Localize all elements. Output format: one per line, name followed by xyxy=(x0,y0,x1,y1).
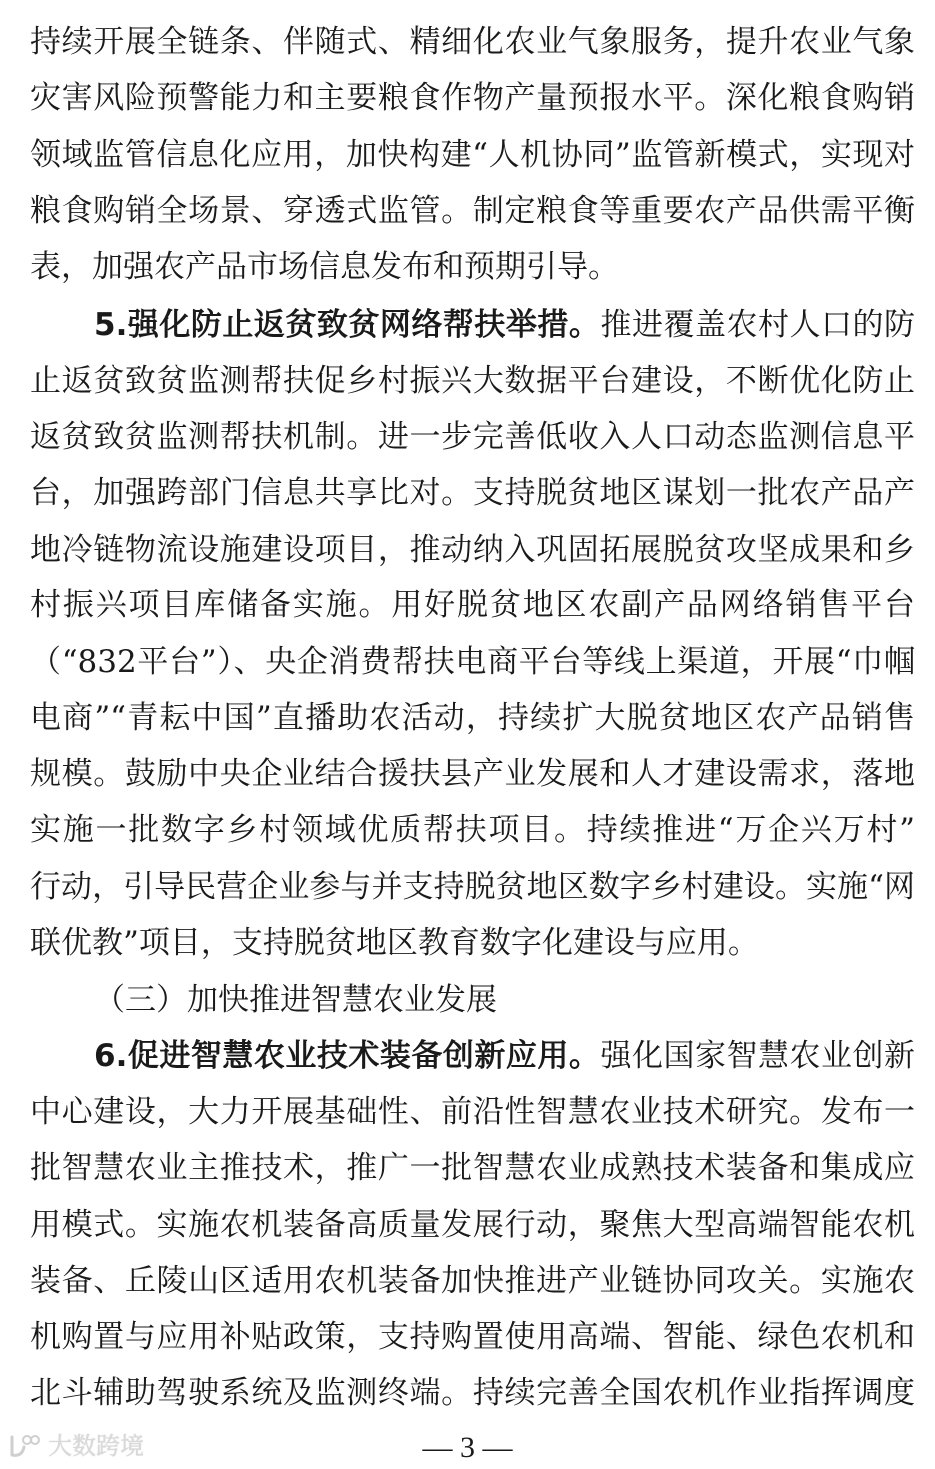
paragraph-line: 实施一批数字乡村领域优质帮扶项目。持续推进“万企兴万村” xyxy=(30,812,915,848)
section-6-first-line xyxy=(94,1028,915,1084)
paragraph-line: 灾害风险预警能力和主要粮食作物产量预报水平。深化粮食购销 xyxy=(30,80,915,116)
paragraph-line: 行动，引导民营企业参与并支持脱贫地区数字乡村建设。实施“网 xyxy=(30,869,915,905)
paragraph-line: 台，加强跨部门信息共享比对。支持脱贫地区谋划一批农产品产 xyxy=(30,475,915,511)
paragraph-line: 北斗辅助驾驶系统及监测终端。持续完善全国农机作业指挥调度 xyxy=(30,1375,915,1411)
section-6-heading: 6.促进智慧农业技术装备创新应用。 xyxy=(94,1038,601,1074)
paragraph-line: 规模。鼓励中央企业结合援扶县产业发展和人才建设需求，落地 xyxy=(30,756,915,792)
paragraph-line: 电商”“青耘中国”直播助农活动，持续扩大脱贫地区农产品销售 xyxy=(30,700,915,736)
paragraph-line: 装备、丘陵山区适用农机装备加快推进产业链协同攻关。实施农 xyxy=(30,1263,915,1299)
paragraph-line: 返贫致贫监测帮扶机制。进一步完善低收入人口动态监测信息平 xyxy=(30,419,915,455)
watermark-text: 大数跨境 xyxy=(48,1432,144,1460)
paragraph-line: 止返贫致贫监测帮扶促乡村振兴大数据平台建设，不断优化防止 xyxy=(30,363,915,399)
paragraph-line: 粮食购销全场景、穿透式监管。制定粮食等重要农产品供需平衡 xyxy=(30,193,915,229)
subsection-3-heading: （三）加快推进智慧农业发展 xyxy=(94,982,497,1018)
section-5-first-line xyxy=(94,297,915,353)
paragraph-line: 领域监管信息化应用，加快构建“人机协同”监管新模式，实现对 xyxy=(30,137,915,173)
paragraph-line: 地冷链物流设施建设项目，推动纳入巩固拓展脱贫攻坚成果和乡 xyxy=(30,532,915,568)
paragraph-line: 表，加强农产品市场信息发布和预期引导。 xyxy=(30,249,619,285)
paragraph-line: 村振兴项目库储备实施。用好脱贫地区农副产品网络销售平台 xyxy=(30,587,915,623)
section-6-text: 强化国家智慧农业创新 xyxy=(600,1038,915,1074)
section-5-heading: 5.强化防止返贫致贫网络帮扶举措。 xyxy=(94,307,601,343)
paragraph-line: 联优教”项目，支持脱贫地区教育数字化建设与应用。 xyxy=(30,925,759,961)
paragraph-line: 持续开展全链条、伴随式、精细化农业气象服务，提升农业气象 xyxy=(30,24,915,60)
paragraph-line: 用模式。实施农机装备高质量发展行动，聚焦大型高端智能农机 xyxy=(30,1207,915,1243)
paragraph-line: 批智慧农业主推技术，推广一批智慧农业成熟技术装备和集成应 xyxy=(30,1150,915,1186)
paragraph-line: 机购置与应用补贴政策，支持购置使用高端、智能、绿色农机和 xyxy=(30,1319,915,1355)
paragraph-line: 中心建设，大力开展基础性、前沿性智慧农业技术研究。发布一 xyxy=(30,1094,915,1130)
paragraph-line: （“832平台”）、央企消费帮扶电商平台等线上渠道，开展“巾帼 xyxy=(30,644,915,680)
section-5-text: 推进覆盖农村人口的防 xyxy=(600,307,915,343)
page-number: — 3 — xyxy=(422,1431,513,1464)
